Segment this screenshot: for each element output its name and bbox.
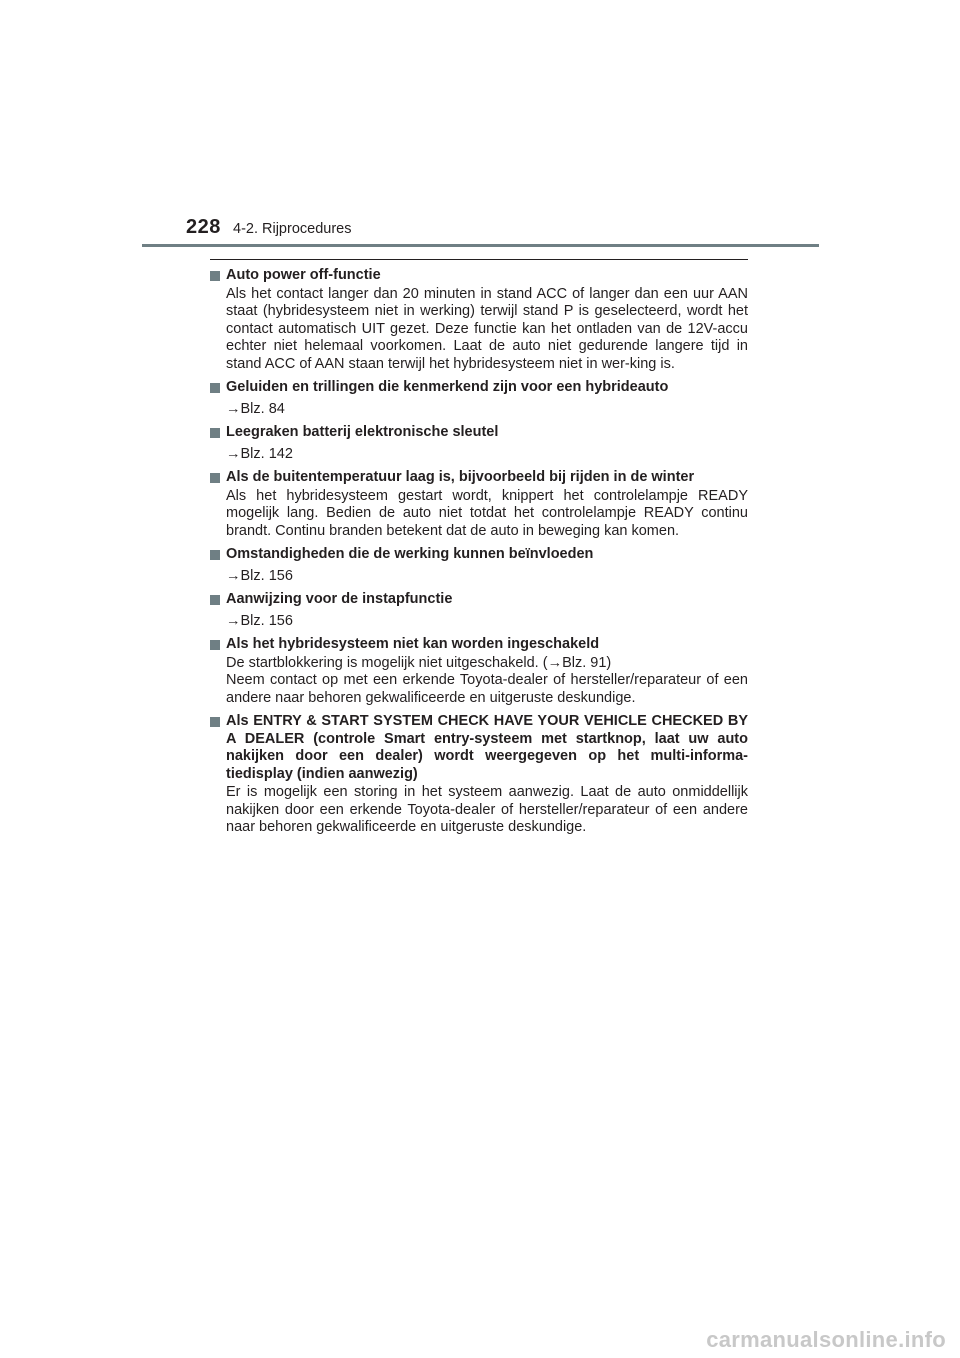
entry-heading-text: Als ENTRY & START SYSTEM CHECK HAVE YOUR VEHICLE CHECKED BY A DEALER (controle Smart entry-systeem met startknop, laat uw auto nakijken door een dealer) wordt weergegeven op het multi-informa-tiedisplay (indien aanwezig)	[226, 713, 748, 782]
entry-body: Er is mogelijk een storing in het systeem aanwezig. Laat de auto onmiddellijk nakijken door een erkende Toyota-dealer of hersteller/reparateur of een andere naar behoren gekwalificeerde en uitgeruste deskundige.	[226, 784, 748, 835]
page-reference	[210, 568, 748, 586]
page-reference	[210, 613, 748, 631]
page-number: 228	[186, 216, 221, 238]
page-header	[0, 0, 960, 250]
square-bullet-icon	[210, 595, 220, 605]
page-reference	[210, 446, 748, 464]
entry-heading-text: Leegraken batterij elektronische sleutel	[226, 424, 499, 440]
entry-heading-text: Omstandigheden die de werking kunnen beïnvloeden	[226, 546, 594, 562]
entry-heading	[210, 636, 748, 654]
entry-body: Als het hybridesysteem gestart wordt, knippert het controlelampje READY mogelijk lang. Bedien de auto niet totdat het controlelampje READY continu brandt. Continu branden betekent dat de auto in beweging kan komen.	[226, 487, 748, 539]
page-content	[210, 259, 748, 843]
entry-heading	[210, 591, 748, 609]
entry-sounds-vibrations	[210, 379, 748, 418]
square-bullet-icon	[210, 717, 220, 727]
entry-body-line	[226, 655, 748, 673]
square-bullet-icon	[210, 640, 220, 650]
arrow-right-icon: →	[547, 654, 563, 671]
entry-body-text: De startblokkering is mogelijk niet uitgeschakeld. (	[226, 654, 548, 671]
page-reference-text: Blz. 84	[240, 400, 285, 417]
entry-body: Als het contact langer dan 20 minuten in stand ACC of langer dan een uur AAN staat (hybridesysteem niet in werking) terwijl stand P is geselecteerd, wordt het contact automatisch UIT gezet. Deze functie kan het ontladen van de 12V-accu echter niet helemaal voorkomen. Laat de auto niet gedurende langere tijd in stand ACC of AAN staan terwijl het hybridesysteem niet in wer-king is.	[226, 285, 748, 372]
entry-heading-text: Geluiden en trillingen die kenmerkend zijn voor een hybrideauto	[226, 379, 669, 395]
header-divider	[142, 244, 819, 247]
arrow-right-icon: →	[226, 612, 241, 629]
watermark: carmanualsonline.info	[706, 1327, 946, 1352]
entry-hybrid-not-starting	[210, 636, 748, 707]
entry-body-text: Blz. 91)	[562, 654, 612, 671]
entry-heading	[210, 546, 748, 564]
arrow-right-icon: →	[226, 567, 241, 584]
entry-operating-conditions	[210, 546, 748, 585]
arrow-right-icon: →	[226, 445, 241, 462]
entry-body-line: Neem contact op met een erkende Toyota-dealer of hersteller/reparateur of een andere naar behoren gekwalificeerde en uitgeruste deskundige.	[226, 672, 748, 706]
entry-heading	[210, 713, 748, 783]
square-bullet-icon	[210, 473, 220, 483]
entry-auto-power-off	[210, 267, 748, 373]
square-bullet-icon	[210, 428, 220, 438]
entry-heading-text: Als het hybridesysteem niet kan worden ingeschakeld	[226, 636, 600, 652]
entry-key-battery	[210, 424, 748, 463]
entry-heading	[210, 379, 748, 397]
page-reference	[210, 401, 748, 419]
page-reference-text: Blz. 156	[240, 612, 293, 629]
entry-system-check-message	[210, 713, 748, 837]
entry-entry-function	[210, 591, 748, 630]
square-bullet-icon	[210, 271, 220, 281]
entry-heading	[210, 424, 748, 442]
square-bullet-icon	[210, 550, 220, 560]
entry-heading	[210, 267, 748, 285]
entry-heading-text: Als de buitentemperatuur laag is, bijvoorbeeld bij rijden in de winter	[226, 469, 695, 485]
page-reference-text: Blz. 142	[240, 445, 293, 462]
page-reference-text: Blz. 156	[240, 567, 293, 584]
entry-low-temperature	[210, 469, 748, 540]
content-divider	[210, 259, 748, 260]
entry-heading	[210, 469, 748, 487]
square-bullet-icon	[210, 383, 220, 393]
arrow-right-icon: →	[226, 400, 241, 417]
entry-heading-text: Aanwijzing voor de instapfunctie	[226, 591, 453, 607]
entry-heading-text: Auto power off-functie	[226, 267, 381, 283]
section-title: 4-2. Rijprocedures	[233, 221, 352, 237]
entry-body	[210, 655, 748, 708]
